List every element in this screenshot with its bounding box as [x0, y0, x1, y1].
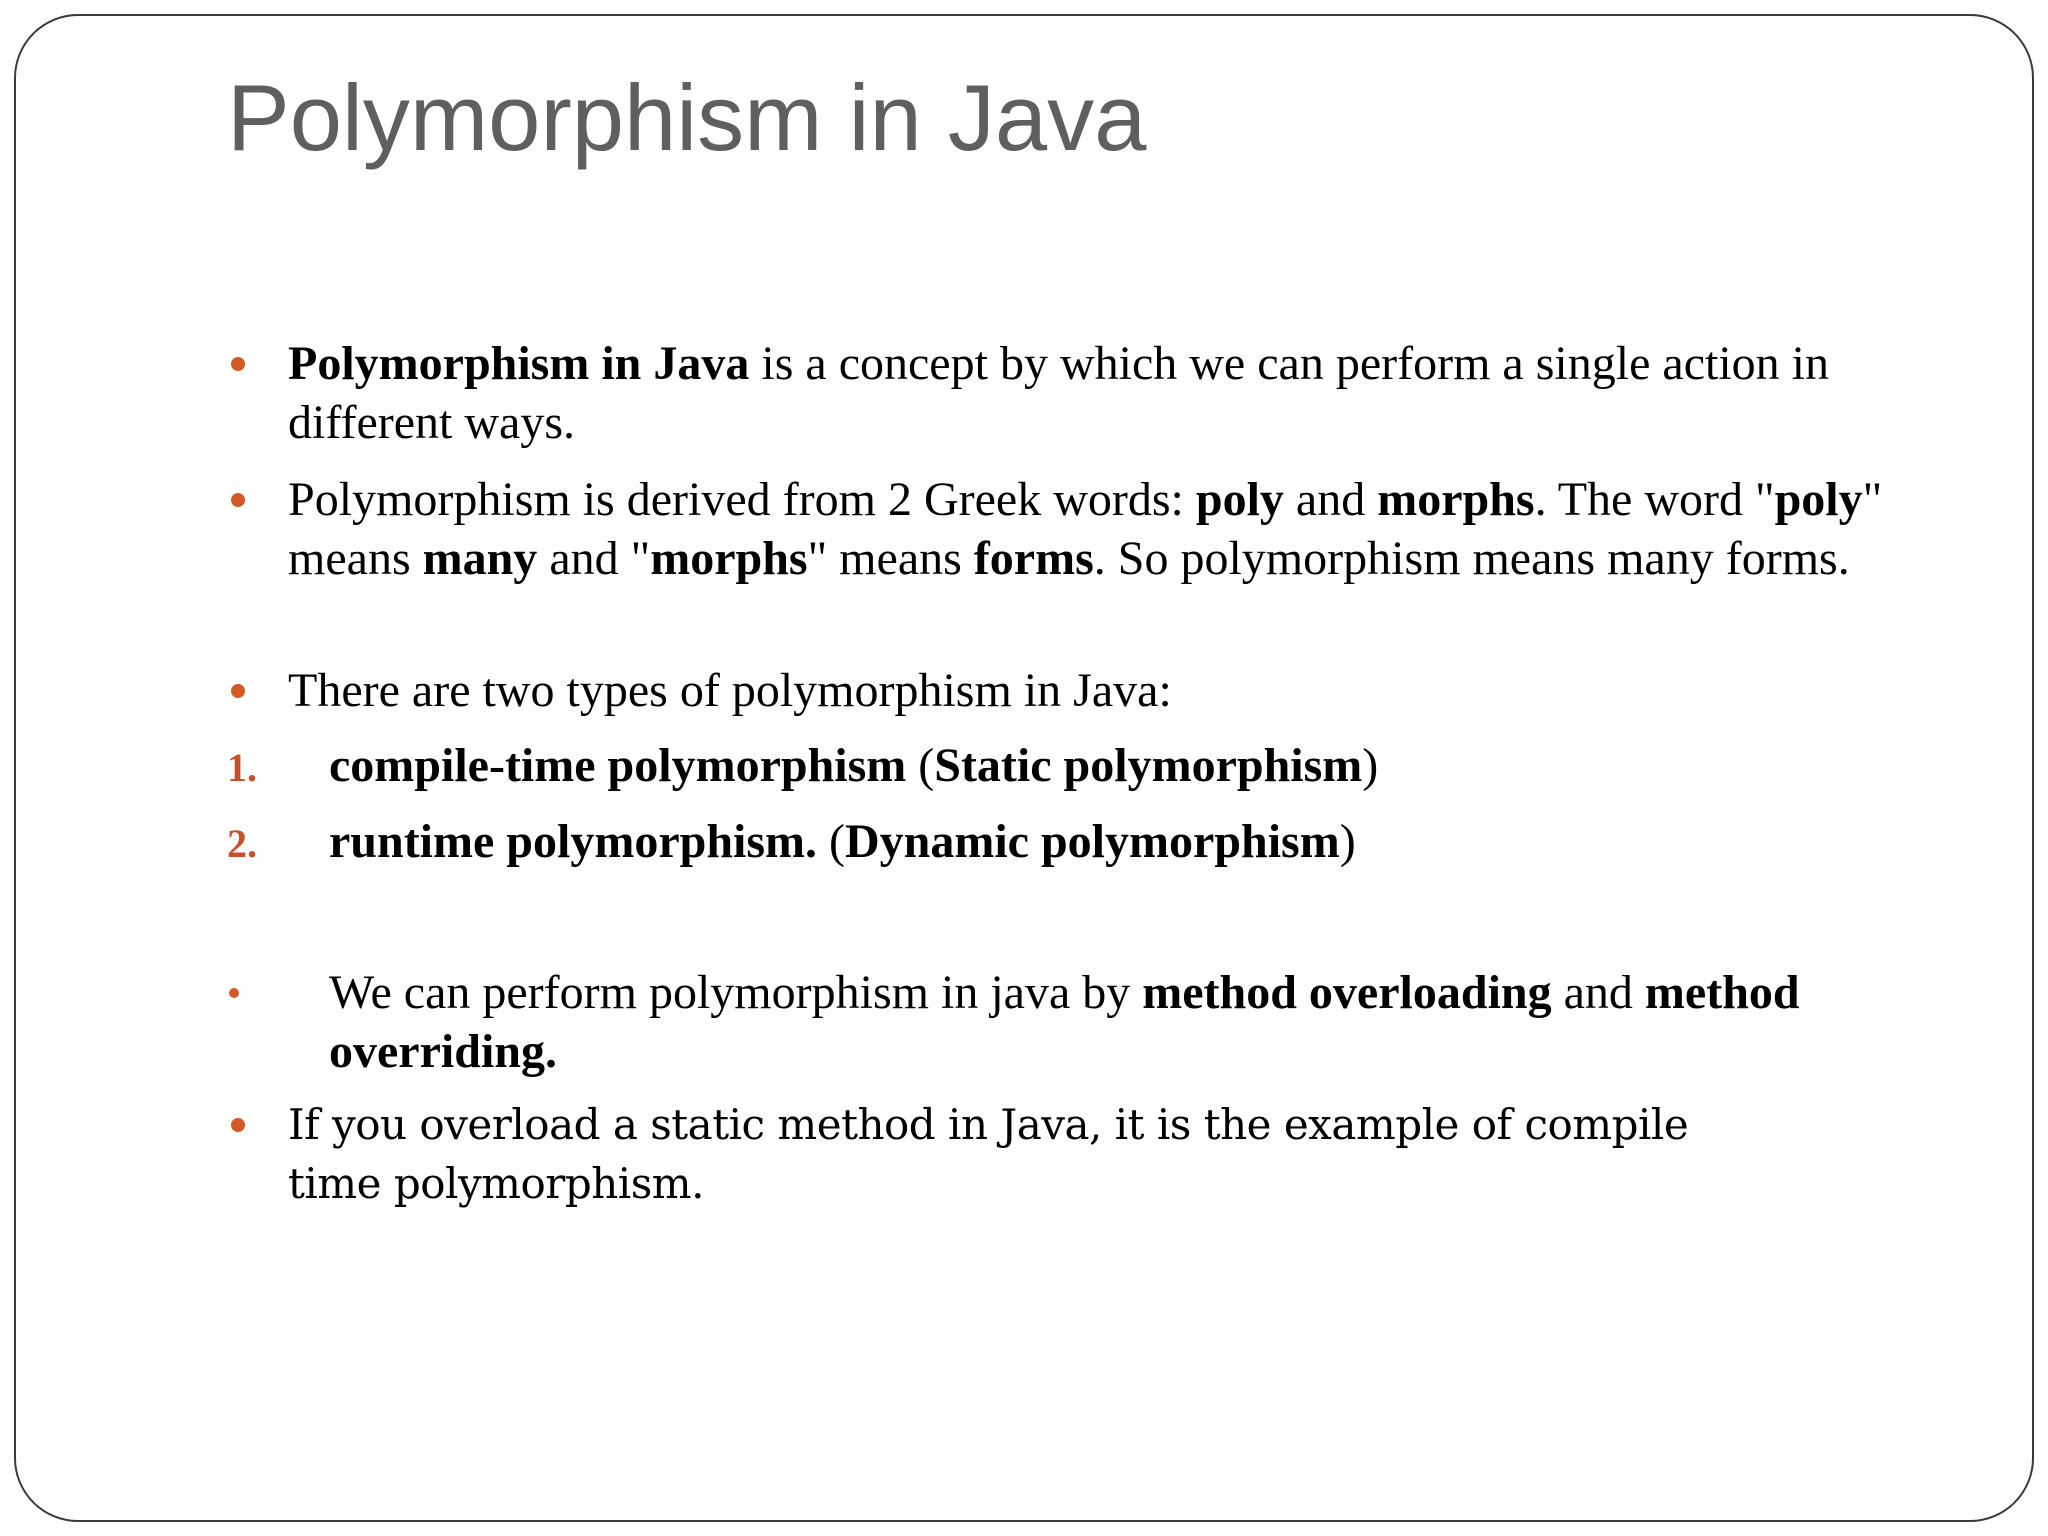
plain-text: and [1283, 473, 1378, 526]
bullet-item-definition [288, 334, 1868, 452]
plain-text: and [1551, 966, 1645, 1019]
bullet-dot-icon [229, 988, 239, 998]
plain-text: ( [817, 815, 845, 868]
plain-text: " means [807, 532, 974, 585]
plain-text: is a concept by which we can perform a single action in different ways. [288, 337, 1829, 449]
bold-text: many [422, 532, 538, 585]
bullet-item-static-overload [288, 1095, 1758, 1213]
bold-text: method overriding. [329, 966, 1800, 1078]
bullet-item-overloading-overriding [329, 963, 1849, 1081]
bold-text: runtime polymorphism. [329, 815, 818, 868]
bold-text: morphs [1377, 473, 1535, 526]
bold-text: method overloading [1142, 966, 1552, 1019]
bullet-dot-icon [231, 493, 245, 507]
plain-text: If you overload a static method in Java, it is the example of compile time polymorphism. [288, 1100, 1689, 1208]
bullet-dot-icon [231, 1118, 245, 1132]
bullet-dot-icon [231, 357, 245, 371]
bold-text: forms [973, 532, 1094, 585]
plain-text: There are two types of polymorphism in Java: [288, 664, 1172, 717]
numbered-item-runtime [329, 812, 1929, 871]
list-number: 2. [227, 821, 257, 866]
plain-text: " means [288, 473, 1883, 585]
plain-text: . The word " [1534, 473, 1775, 526]
slide-title: Polymorphism in Java [227, 65, 1147, 170]
plain-text: ) [1339, 815, 1356, 868]
bold-text: compile-time polymorphism [329, 739, 907, 792]
plain-text: We can perform polymorphism in java by [329, 966, 1143, 1019]
plain-text: . So polymorphism means many forms. [1093, 532, 1850, 585]
bold-text: morphs [650, 532, 808, 585]
bold-text: Static polymorphism [934, 739, 1363, 792]
plain-text: ( [906, 739, 935, 792]
bold-text: poly [1195, 473, 1284, 526]
plain-text: Polymorphism is derived from 2 Greek words: [288, 473, 1196, 526]
numbered-item-compile-time [329, 736, 1929, 795]
bold-text: poly [1774, 473, 1863, 526]
bold-text: Dynamic polymorphism [845, 815, 1340, 868]
plain-text: ) [1362, 739, 1379, 792]
list-number: 1. [227, 745, 257, 790]
plain-text: and " [537, 532, 651, 585]
bullet-item-types-intro [288, 661, 1888, 720]
bold-text: Polymorphism in Java [288, 337, 750, 390]
bullet-item-etymology [288, 470, 1928, 588]
bullet-dot-icon [231, 684, 245, 698]
